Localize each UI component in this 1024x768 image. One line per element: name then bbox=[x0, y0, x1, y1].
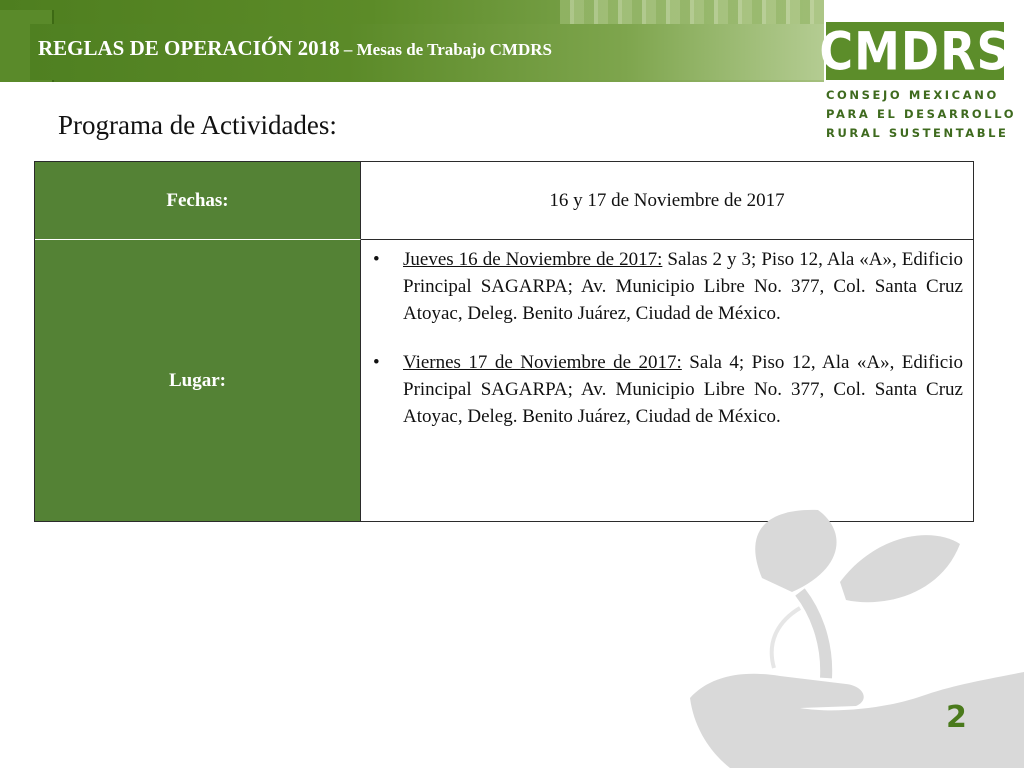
lugar-label: Lugar: bbox=[35, 240, 361, 521]
venue-detail: Sala 4; Piso 12, Ala «A», Edificio Principal SAGARPA; Av. Municipio Libre No. 377, Col. Santa Cruz Atoyac, Deleg. Benito Juárez, Ciudad de México. bbox=[403, 352, 963, 427]
header-title bbox=[38, 36, 552, 61]
header-title-sub: – Mesas de Trabajo CMDRS bbox=[339, 40, 552, 59]
header-pattern bbox=[560, 0, 824, 24]
venue-list bbox=[369, 246, 963, 430]
venue-detail: Salas 2 y 3; Piso 12, Ala «A», Edificio Principal SAGARPA; Av. Municipio Libre No. 377, Col. Santa Cruz Atoyac, Deleg. Benito Juárez, Ciudad de México. bbox=[403, 249, 963, 324]
hand-with-sprout-icon bbox=[650, 500, 1024, 768]
list-item bbox=[369, 349, 963, 430]
logo-line-3: RURAL SUSTENTABLE bbox=[826, 126, 1009, 140]
fechas-value: 16 y 17 de Noviembre de 2017 bbox=[361, 162, 973, 240]
venue-date: Viernes 17 de Noviembre de 2017: bbox=[403, 352, 682, 373]
bullet-icon: • bbox=[373, 352, 380, 373]
bullet-icon: • bbox=[373, 249, 380, 270]
lugar-value bbox=[361, 240, 973, 521]
logo-tagline bbox=[826, 86, 1016, 143]
logo-acronym: CMDRS bbox=[819, 19, 1011, 83]
logo-line-1: CONSEJO MEXICANO bbox=[826, 88, 999, 102]
list-item bbox=[369, 246, 963, 327]
cmdrs-logo bbox=[819, 19, 1011, 83]
venue-date: Jueves 16 de Noviembre de 2017: bbox=[403, 249, 663, 270]
page-number: 2 bbox=[946, 700, 967, 735]
header-title-main: REGLAS DE OPERACIÓN 2018 bbox=[38, 36, 340, 60]
schedule-table bbox=[34, 161, 974, 522]
fechas-label: Fechas: bbox=[35, 162, 361, 240]
page-title: Programa de Actividades: bbox=[58, 110, 337, 140]
logo-line-2: PARA EL DESARROLLO bbox=[826, 107, 1017, 121]
